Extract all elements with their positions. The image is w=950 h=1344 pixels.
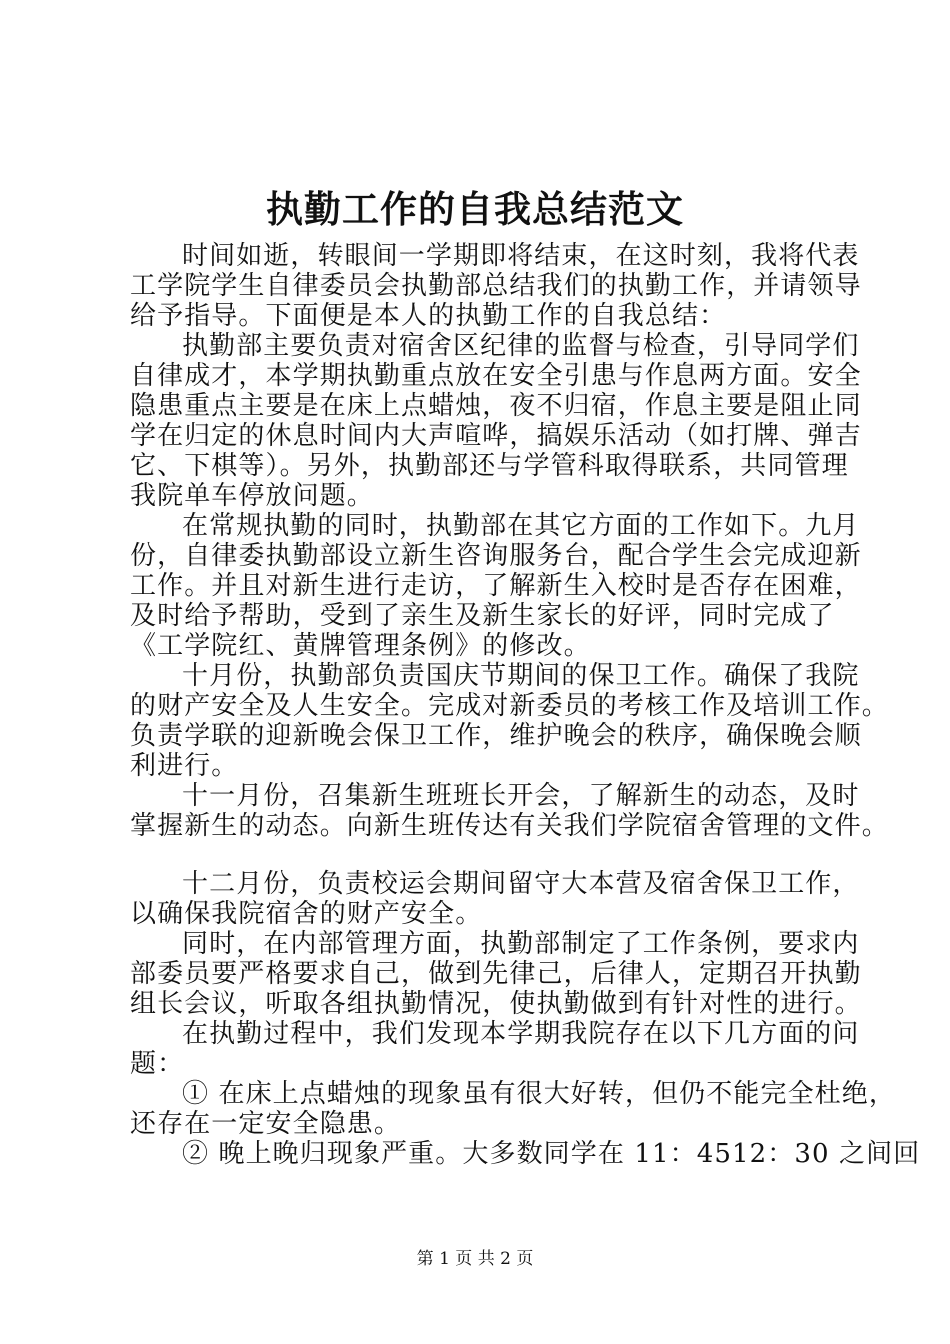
text-line: 隐患重点主要是在床上点蜡烛，夜不归宿，作息主要是阻止同	[130, 391, 862, 421]
text-line: 我院单车停放问题。	[130, 481, 374, 511]
text-line: 份，自律委执勤部设立新生咨询服务台，配合学生会完成迎新	[130, 541, 862, 571]
text-line: 在常规执勤的同时，执勤部在其它方面的工作如下。九月	[182, 511, 860, 541]
text-line: 题：	[130, 1049, 185, 1079]
text-line: 同时，在内部管理方面，执勤部制定了工作条例，要求内	[182, 929, 860, 959]
text-line: 给予指导。下面便是本人的执勤工作的自我总结：	[130, 301, 727, 331]
text-line: 工学院学生自律委员会执勤部总结我们的执勤工作，并请领导	[130, 271, 862, 301]
text-line: 掌握新生的动态。向新生班传达有关我们学院宿舍管理的文件。	[130, 811, 889, 841]
text-line: 执勤部主要负责对宿舍区纪律的监督与检查，引导同学们	[182, 331, 860, 361]
text-line: 利进行。	[130, 751, 239, 781]
text-line: 负责学联的迎新晚会保卫工作，维护晚会的秩序，确保晚会顺	[130, 721, 862, 751]
text-line: 时间如逝，转眼间一学期即将结束，在这时刻，我将代表	[182, 241, 860, 271]
document-body	[130, 241, 921, 1169]
text-line: 十一月份，召集新生班班长开会，了解新生的动态，及时	[182, 781, 860, 811]
blank-line	[130, 841, 835, 869]
text-line: 组长会议，听取各组执勤情况，使执勤做到有针对性的进行。	[130, 989, 862, 1019]
text-line: ② 晚上晚归现象严重。大多数同学在 11：4512：30 之间回	[182, 1139, 921, 1169]
text-line: 工作。并且对新生进行走访，了解新生入校时是否存在困难，	[130, 571, 862, 601]
text-line: 部委员要严格要求自己，做到先律己，后律人，定期召开执勤	[130, 959, 862, 989]
text-line: 在执勤过程中，我们发现本学期我院存在以下几方面的问	[182, 1019, 860, 1049]
text-line: 十月份，执勤部负责国庆节期间的保卫工作。确保了我院	[182, 661, 860, 691]
text-line: 自律成才，本学期执勤重点放在安全引患与作息两方面。安全	[130, 361, 862, 391]
text-line: 十二月份，负责校运会期间留守大本营及宿舍保卫工作，	[182, 869, 860, 899]
text-line: ① 在床上点蜡烛的现象虽有很大好转，但仍不能完全杜绝，	[182, 1079, 896, 1109]
text-line: 它、下棋等）。另外，执勤部还与学管科取得联系，共同管理	[130, 451, 849, 481]
text-line: 学在归定的休息时间内大声喧哗，搞娱乐活动（如打牌、弹吉	[130, 421, 862, 451]
text-line: 的财产安全及人生安全。完成对新委员的考核工作及培训工作。	[130, 691, 889, 721]
text-line: 《工学院红、黄牌管理条例》的修改。	[130, 631, 591, 661]
text-line: 还存在一定安全隐患。	[130, 1109, 402, 1139]
page-footer: 第 1 页 共 2 页	[416, 1249, 534, 1269]
text-line: 及时给予帮助，受到了亲生及新生家长的好评，同时完成了	[130, 601, 835, 631]
text-line: 以确保我院宿舍的财产安全。	[130, 899, 483, 929]
document-title: 执勤工作的自我总结范文	[266, 187, 684, 231]
